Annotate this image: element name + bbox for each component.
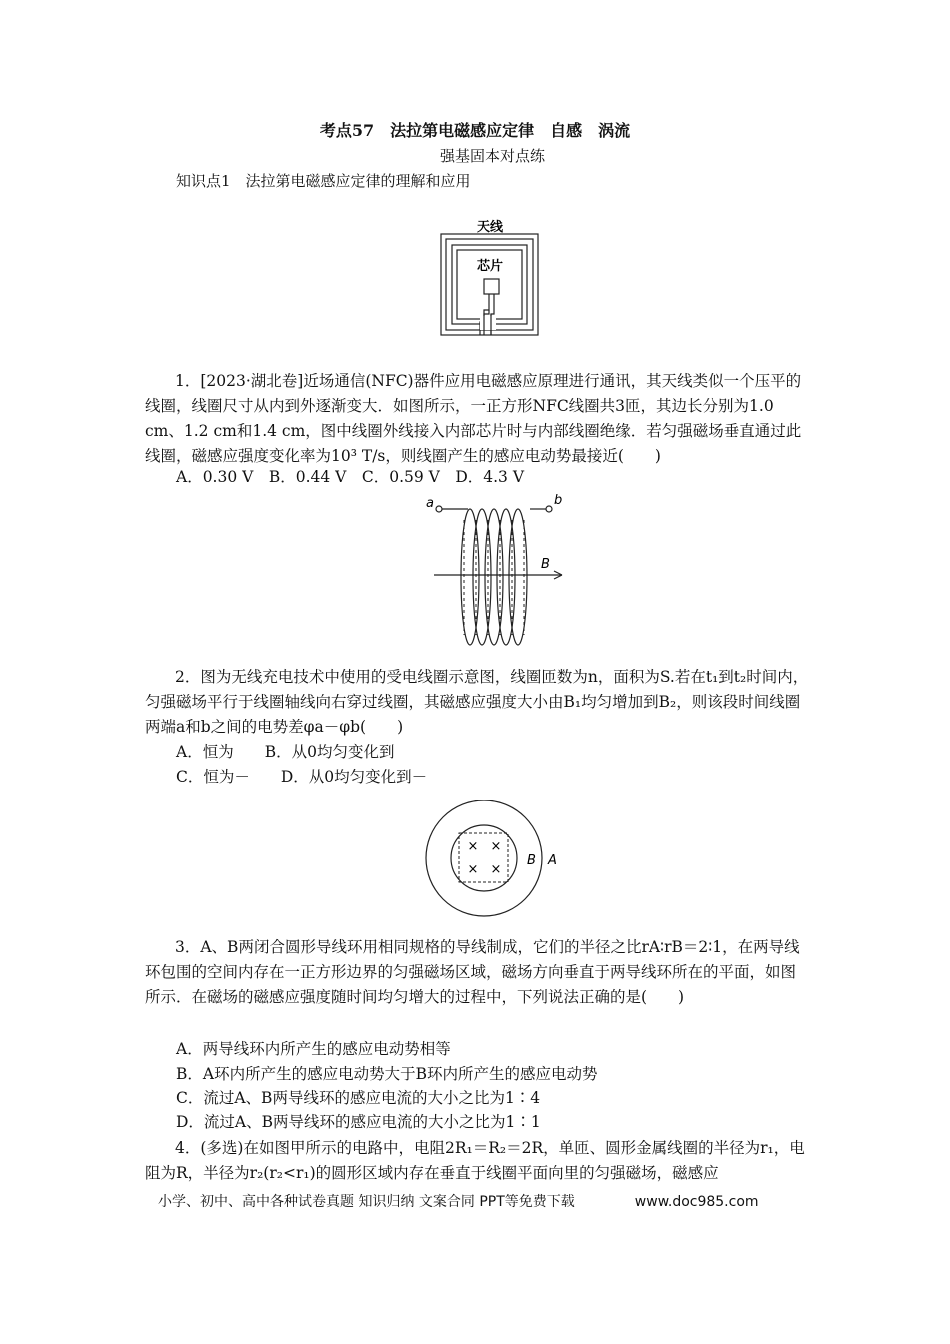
question-3-option-b: B．A环内所产生的感应电动势大于B环内所产生的感应电动势: [176, 1065, 598, 1083]
question-3-option-d: D．流过A、B两导线环的感应电流的大小之比为1∶1: [176, 1113, 541, 1131]
antenna-label: 天线: [476, 220, 504, 235]
question-1-text: 1．[2023·湖北卷]近场通信(NFC)器件应用电磁感应原理进行通讯，其天线类似一个压平的线圈，线圈尺寸从内到外逐渐变大．如图所示，一正方形NFC线圈共3匝，其边长分别为1.0 cm、1.2 cm和1.4 cm，图中线圈外线接入内部芯片时与内部线圈绝缘．若匀强磁场垂直通过此线圈，磁感应强度变化率为10³ T/s，则线圈产生的感应电动势最接近( ): [145, 372, 802, 465]
cross-mark: ×: [490, 839, 502, 854]
cross-mark: ×: [467, 839, 479, 854]
page-title: 考点57 法拉第电磁感应定律 自感 涡流: [319, 121, 631, 140]
coil-figure: [420, 490, 570, 650]
question-4-text: 4．(多选)在如图甲所示的电路中，电阻2R₁＝R₂＝2R，单匝、圆形金属线圈的半径为r₁，电阻为R，半径为r₂(r₂<r₁)的圆形区域内存在垂直于线圈平面向里的匀强磁场，磁感应: [145, 1139, 805, 1182]
terminal-a-label: a: [426, 496, 434, 511]
question-2-options-cd: C．恒为－ D．从0均匀变化到－: [176, 768, 428, 786]
two-rings-figure: [418, 800, 568, 920]
footer-url[interactable]: www.doc985.com: [634, 1194, 759, 1210]
question-1-options: A．0.30 V B．0.44 V C．0.59 V D．4.3 V: [176, 468, 525, 486]
terminal-b-label: b: [554, 493, 563, 508]
question-3-option-a: A．两导线环内所产生的感应电动势相等: [176, 1040, 451, 1058]
question-3-text: 3．A、B两闭合圆形导线环用相同规格的导线制成，它们的半径之比rA∶rB＝2∶1，在两导线环包围的空间内存在一正方形边界的匀强磁场区域，磁场方向垂直于两导线环所在的平面，如图所示．在磁场的磁感应强度随时间均匀增大的过程中，下列说法正确的是( ): [145, 938, 800, 1006]
chip-label: 芯片: [476, 259, 504, 274]
section-subtitle: 强基固本对点练: [439, 147, 545, 165]
question-3-option-c: C．流过A、B两导线环的感应电流的大小之比为1∶4: [176, 1089, 541, 1107]
ring-a-label: A: [548, 853, 557, 868]
field-b-label: B: [541, 557, 550, 572]
ring-b-label: B: [527, 853, 536, 868]
cross-mark: ×: [490, 862, 502, 877]
footer-text: 小学、初中、高中各种试卷真题 知识归纳 文案合同 PPT等免费下载: [158, 1194, 575, 1210]
question-2-text: 2．图为无线充电技术中使用的受电线圈示意图，线圈匝数为n，面积为S.若在t₁到t₂时间内，匀强磁场平行于线圈轴线向右穿过线圈，其磁感应强度大小由B₁均匀增加到B₂，则该段时间线圈两端a和b之间的电势差φa－φb( ): [145, 668, 809, 736]
cross-mark: ×: [467, 862, 479, 877]
knowledge-point-heading: 知识点1 法拉第电磁感应定律的理解和应用: [176, 172, 471, 190]
footer: [158, 1191, 759, 1211]
question-2-options-ab: A．恒为 B．从0均匀变化到: [176, 743, 395, 761]
nfc-antenna-figure: [440, 214, 540, 338]
